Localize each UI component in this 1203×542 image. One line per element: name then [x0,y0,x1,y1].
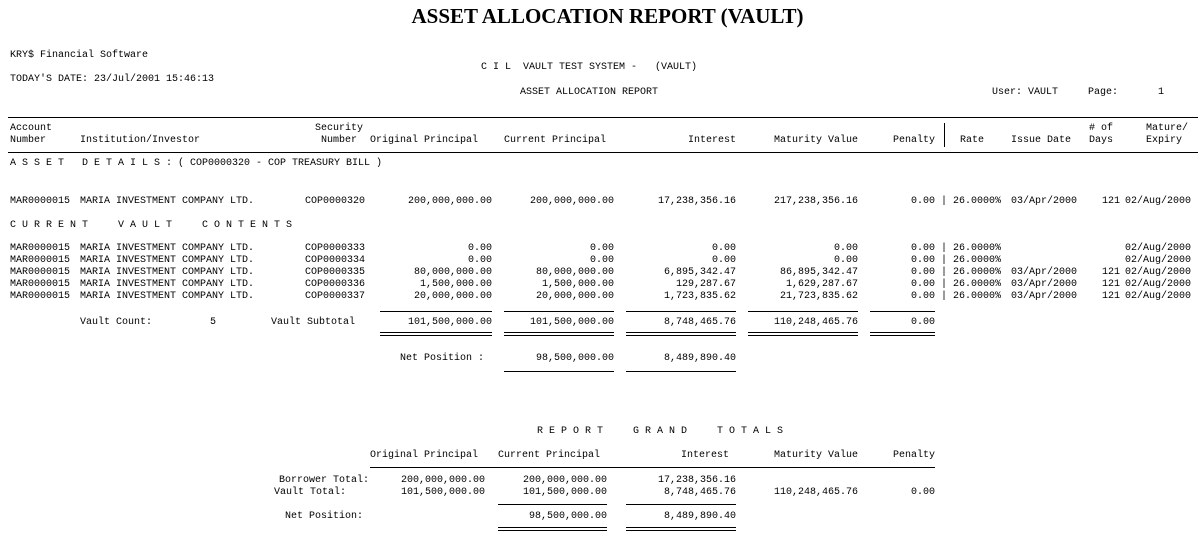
vault-net-position-label: Net Position : [400,353,485,364]
header-bottom-rule [8,152,1198,153]
security-number: COP0000336 [305,279,366,290]
institution-name: MARIA INVESTMENT COMPANY LTD. [80,291,255,302]
maturity-subtotal-rule [748,311,858,312]
penalty: 0.00 [910,267,935,278]
rate: 26.0000% [953,279,1002,290]
security-number: COP0000334 [305,255,366,266]
vault-subtotal-label: Vault Subtotal [271,317,356,328]
current-principal: 80,000,000.00 [535,267,614,278]
penalty: 0.00 [910,196,935,207]
issue-date: 03/Apr/2000 [1011,279,1078,290]
current-principal: 0.00 [589,243,614,254]
page-label: Page: [1088,87,1119,98]
maturity-value: 217,238,356.16 [773,196,858,207]
institution-name: MARIA INVESTMENT COMPANY LTD. [80,243,255,254]
grand-net-curr-double-rule [498,527,607,531]
borrower-total-label: Borrower Total: [278,475,369,486]
account-number: MAR0000015 [10,243,71,254]
vault-total-penalty: 0.00 [910,487,935,498]
grand-net-interest-top-rule [626,504,736,505]
maturity-value: 0.00 [833,255,858,266]
col-account-line2: Number [10,135,47,146]
row-separator: | [941,255,948,266]
grand-net-curr: 98,500,000.00 [528,511,607,522]
col-original-principal: Original Principal [370,135,479,146]
current-principal: 200,000,000.00 [529,196,614,207]
vault-total-interest: 8,748,465.76 [663,487,736,498]
grand-col-original-principal: Original Principal [370,450,479,461]
col-current-principal: Current Principal [504,135,607,146]
expiry-date: 02/Aug/2000 [1125,255,1192,266]
col-interest: Interest [687,135,736,146]
account-number: MAR0000015 [10,255,71,266]
original-principal: 20,000,000.00 [413,291,492,302]
report-subtitle: ASSET ALLOCATION REPORT [520,87,659,98]
rate: 26.0000% [953,291,1002,302]
maturity-subtotal-double-rule [748,332,858,336]
account-number: MAR0000015 [10,279,71,290]
vault-net-curr: 98,500,000.00 [535,353,614,364]
days: 121 [1101,291,1120,302]
row-separator: | [941,196,948,207]
row-separator: | [941,267,948,278]
penalty: 0.00 [910,279,935,290]
interest: 17,238,356.16 [657,196,736,207]
original-principal: 0.00 [467,243,492,254]
vault-subtotal-curr: 101,500,000.00 [529,317,614,328]
expiry-date: 02/Aug/2000 [1125,279,1192,290]
institution-name: MARIA INVESTMENT COMPANY LTD. [80,196,255,207]
grand-net-interest-double-rule [626,527,736,531]
grand-col-penalty: Penalty [892,450,935,461]
report-title: ASSET ALLOCATION REPORT (VAULT) [411,4,804,28]
days: 121 [1101,279,1120,290]
grand-col-interest: Interest [680,450,729,461]
interest: 1,723,835.62 [663,291,736,302]
col-maturity-value: Maturity Value [773,135,858,146]
vault-total-maturity: 110,248,465.76 [773,487,858,498]
rate: 26.0000% [953,255,1002,266]
curr-subtotal-rule [504,311,614,312]
account-number: MAR0000015 [10,196,71,207]
report-date: TODAY'S DATE: 23/Jul/2001 15:46:13 [10,74,215,85]
security-number: COP0000320 [305,196,366,207]
days: 121 [1101,196,1120,207]
interest: 6,895,342.47 [663,267,736,278]
penalty-subtotal-rule [870,311,935,312]
expiry-date: 02/Aug/2000 [1125,267,1192,278]
orig-subtotal-rule [380,311,492,312]
current-principal: 20,000,000.00 [535,291,614,302]
issue-date: 03/Apr/2000 [1011,291,1078,302]
grand-totals-heading: R E P O R T G R A N D T O T A L S [537,426,784,437]
vault-net-interest-rule [626,371,736,372]
vault-subtotal-penalty: 0.00 [910,317,935,328]
expiry-date: 02/Aug/2000 [1125,196,1192,207]
vault-total-label: Vault Total: [273,487,346,498]
original-principal: 1,500,000.00 [419,279,492,290]
interest: 0.00 [711,243,736,254]
borrower-total-orig: 200,000,000.00 [400,475,485,486]
penalty: 0.00 [910,243,935,254]
institution-name: MARIA INVESTMENT COMPANY LTD. [80,279,255,290]
interest-subtotal-double-rule [626,332,736,336]
vault-net-interest: 8,489,890.40 [663,353,736,364]
header-column-separator [944,123,945,147]
vault-subtotal-interest: 8,748,465.76 [663,317,736,328]
expiry-date: 02/Aug/2000 [1125,243,1192,254]
current-principal: 0.00 [589,255,614,266]
col-days-line1: # of [1089,123,1114,134]
issue-date: 03/Apr/2000 [1011,196,1078,207]
col-issue-date: Issue Date [1011,135,1072,146]
vault-total-orig: 101,500,000.00 [400,487,485,498]
col-mature-line2: Expiry [1146,135,1183,146]
page-number: 1 [1158,87,1165,98]
vault-count: 5 [210,317,217,328]
rate: 26.0000% [953,243,1002,254]
original-principal: 200,000,000.00 [407,196,492,207]
grand-col-current-principal: Current Principal [498,450,601,461]
grand-header-rule [370,467,935,468]
orig-subtotal-double-rule [380,332,492,336]
maturity-value: 21,723,835.62 [779,291,858,302]
grand-net-curr-top-rule [498,504,607,505]
col-account-line1: Account [10,123,53,134]
issue-date: 03/Apr/2000 [1011,267,1078,278]
system-name: C I L VAULT TEST SYSTEM - (VAULT) [481,62,698,73]
row-separator: | [941,279,948,290]
grand-net-position-label: Net Position: [285,511,364,522]
days: 121 [1101,267,1120,278]
security-number: COP0000337 [305,291,366,302]
col-security-line2: Number [320,135,357,146]
vault-subtotal-orig: 101,500,000.00 [407,317,492,328]
original-principal: 0.00 [467,255,492,266]
col-mature-line1: Mature/ [1146,123,1189,134]
col-rate: Rate [960,135,985,146]
vault-contents-heading: C U R R E N T V A U L T C O N T E N T S [10,220,293,231]
col-days-line2: Days [1089,135,1114,146]
vault-net-curr-rule [504,371,614,372]
grand-col-maturity-value: Maturity Value [773,450,858,461]
borrower-total-interest: 17,238,356.16 [657,475,736,486]
maturity-value: 86,895,342.47 [779,267,858,278]
interest: 129,287.67 [675,279,736,290]
vault-count-label: Vault Count: [80,317,153,328]
vault-subtotal-maturity: 110,248,465.76 [773,317,858,328]
security-number: COP0000333 [305,243,366,254]
current-principal: 1,500,000.00 [541,279,614,290]
maturity-value: 0.00 [833,243,858,254]
rate: 26.0000% [953,267,1002,278]
expiry-date: 02/Aug/2000 [1125,291,1192,302]
grand-net-interest: 8,489,890.40 [663,511,736,522]
company-name: KRY$ Financial Software [10,50,149,61]
user-label: User: VAULT [992,87,1059,98]
vault-total-curr: 101,500,000.00 [522,487,607,498]
col-security-line1: Security [314,123,363,134]
asset-details-heading: A S S E T D E T A I L S : ( COP0000320 - COP TREASURY BILL ) [10,158,383,169]
interest: 0.00 [711,255,736,266]
col-institution: Institution/Investor [80,135,201,146]
header-top-rule [8,117,1198,118]
borrower-total-curr: 200,000,000.00 [522,475,607,486]
interest-subtotal-rule [626,311,736,312]
rate: 26.0000% [953,196,1002,207]
penalty-subtotal-double-rule [870,332,935,336]
security-number: COP0000335 [305,267,366,278]
row-separator: | [941,243,948,254]
institution-name: MARIA INVESTMENT COMPANY LTD. [80,267,255,278]
institution-name: MARIA INVESTMENT COMPANY LTD. [80,255,255,266]
curr-subtotal-double-rule [504,332,614,336]
penalty: 0.00 [910,291,935,302]
col-penalty: Penalty [892,135,935,146]
penalty: 0.00 [910,255,935,266]
account-number: MAR0000015 [10,267,71,278]
account-number: MAR0000015 [10,291,71,302]
maturity-value: 1,629,287.67 [785,279,858,290]
original-principal: 80,000,000.00 [413,267,492,278]
row-separator: | [941,291,948,302]
